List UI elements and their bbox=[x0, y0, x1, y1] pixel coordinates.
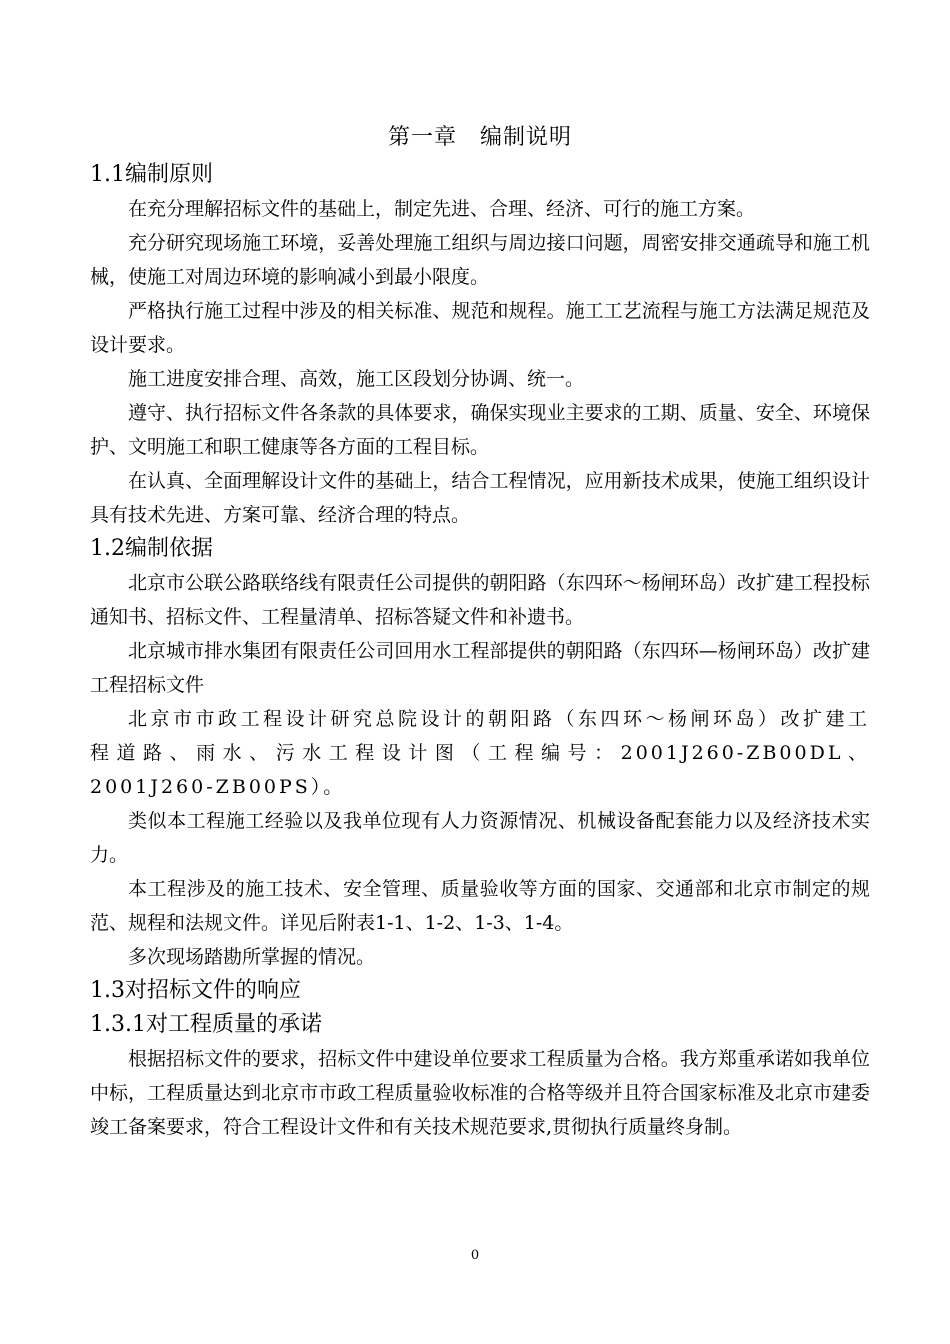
paragraph: 类似本工程施工经验以及我单位现有人力资源情况、机械设备配套能力以及经济技术实力。 bbox=[90, 810, 870, 866]
paragraph: 根据招标文件的要求，招标文件中建设单位要求工程质量为合格。我方郑重承诺如我单位中标，工程质量达到北京市市政工程质量验收标准的合格等级并且符合国家标准及北京市建委竣工备案要求，符合工程设计文件和有关技术规范要求,贯彻执行质量终身制。 bbox=[90, 1048, 870, 1138]
page-content bbox=[90, 118, 870, 1144]
paragraph: 在充分理解招标文件的基础上，制定先进、合理、经济、可行的施工方案。 bbox=[128, 198, 756, 220]
paragraph: 多次现场踏勘所掌握的情况。 bbox=[128, 946, 376, 968]
section-heading-1-2: 1.2编制依据 bbox=[90, 536, 213, 561]
chapter-title: 第一章 编制说明 bbox=[387, 125, 572, 150]
paragraph: 本工程涉及的施工技术、安全管理、质量验收等方面的国家、交通部和北京市制定的规范、规程和法规文件。详见后附表1-1、1-2、1-3、1-4。 bbox=[90, 878, 870, 934]
paragraph: 施工进度安排合理、高效，施工区段划分协调、统一。 bbox=[128, 368, 585, 390]
paragraph: 严格执行施工过程中涉及的相关标准、规范和规程。施工工艺流程与施工方法满足规范及设计要求。 bbox=[90, 300, 870, 356]
section-heading-1-1: 1.1编制原则 bbox=[90, 162, 213, 187]
paragraph: 北京城市排水集团有限责任公司回用水工程部提供的朝阳路（东四环—杨闸环岛）改扩建工程招标文件 bbox=[90, 640, 870, 696]
page-number: 0 bbox=[470, 1248, 480, 1263]
paragraph: 充分研究现场施工环境，妥善处理施工组织与周边接口问题，周密安排交通疏导和施工机械，使施工对周边环境的影响减小到最小限度。 bbox=[90, 232, 870, 288]
paragraph: 在认真、全面理解设计文件的基础上，结合工程情况，应用新技术成果，使施工组织设计具有技术先进、方案可靠、经济合理的特点。 bbox=[90, 470, 870, 526]
section-heading-1-3: 1.3对招标文件的响应 bbox=[90, 978, 301, 1003]
paragraph: 北京市公联公路联络线有限责任公司提供的朝阳路（东四环～杨闸环岛）改扩建工程投标通知书、招标文件、工程量清单、招标答疑文件和补遗书。 bbox=[90, 572, 870, 628]
paragraph: 北京市市政工程设计研究总院设计的朝阳路（东四环～杨闸环岛）改扩建工程道路、雨水、污水工程设计图（工程编号：2001J260-ZB00DL、2001J260-ZB00PS）。 bbox=[90, 708, 870, 798]
paragraph: 遵守、执行招标文件各条款的具体要求，确保实现业主要求的工期、质量、安全、环境保护、文明施工和职工健康等各方面的工程目标。 bbox=[90, 402, 870, 458]
section-heading-1-3-1: 1.3.1对工程质量的承诺 bbox=[90, 1012, 322, 1037]
